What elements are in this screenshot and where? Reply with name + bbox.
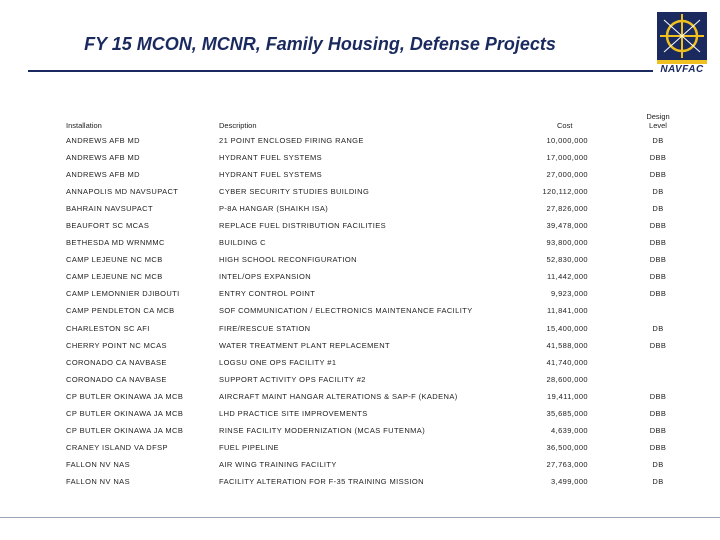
cell-cost: 11,442,000 (547, 272, 588, 282)
cell-description: RINSE FACILITY MODERNIZATION (MCAS FUTENMA) (219, 425, 426, 435)
cell-cost: 120,112,000 (542, 187, 588, 197)
cell-installation: BAHRAIN NAVSUPACT (66, 204, 153, 214)
cell-installation: CAMP LEJEUNE NC MCB (66, 272, 163, 282)
cell-installation: CAMP LEMONNIER DJIBOUTI (66, 289, 180, 299)
cell-installation: CRANEY ISLAND VA DFSP (66, 442, 168, 452)
cell-description: SUPPORT ACTIVITY OPS FACILITY #2 (219, 374, 366, 384)
cell-description: HYDRANT FUEL SYSTEMS (219, 170, 323, 180)
table-row (0, 320, 720, 337)
cell-installation: CP BUTLER OKINAWA JA MCB (66, 391, 184, 401)
cell-design-level: DBB (649, 391, 667, 401)
cell-installation: CP BUTLER OKINAWA JA MCB (66, 408, 184, 418)
cell-description: LOGSU ONE OPS FACILITY #1 (219, 357, 337, 367)
cell-description: FIRE/RESCUE STATION (219, 323, 311, 333)
projects-table (0, 132, 720, 490)
table-row (0, 388, 720, 405)
table-row (0, 439, 720, 456)
table-row (0, 200, 720, 217)
cell-cost: 28,600,000 (546, 374, 588, 384)
table-row (0, 422, 720, 439)
page-title: FY 15 MCON, MCNR, Family Housing, Defense Projects (84, 34, 556, 54)
cell-installation: CHARLESTON SC AFI (66, 323, 150, 333)
table-row (0, 132, 720, 149)
cell-installation: CORONADO CA NAVBASE (66, 357, 167, 367)
cell-description: ENTRY CONTROL POINT (219, 289, 316, 299)
table-row (0, 217, 720, 234)
cell-design-level: DB (652, 323, 664, 333)
cell-cost: 10,000,000 (546, 136, 588, 145)
cell-description: AIRCRAFT MAINT HANGAR ALTERATIONS & SAP-F (KADENA) (219, 391, 458, 401)
cell-description: SOF COMMUNICATION / ELECTRONICS MAINTENANCE FACILITY (219, 306, 473, 316)
cell-description: INTEL/OPS EXPANSION (219, 272, 312, 282)
cell-design-level: DBB (649, 408, 667, 418)
cell-description: HIGH SCHOOL RECONFIGURATION (219, 255, 357, 265)
cell-installation: FALLON NV NAS (66, 459, 130, 469)
table-row (0, 354, 720, 371)
cell-description: WATER TREATMENT PLANT REPLACEMENT (219, 340, 391, 350)
col-header-design-label: Design (646, 112, 670, 121)
title-rule (28, 70, 653, 72)
table-row (0, 371, 720, 388)
cell-cost: 41,588,000 (546, 340, 588, 350)
cell-design-level: DB (652, 459, 664, 469)
cell-cost: 41,740,000 (546, 357, 588, 367)
table-row (0, 268, 720, 285)
col-header-description: Description (219, 121, 257, 130)
cell-installation: ANDREWS AFB MD (66, 170, 140, 180)
cell-design-level: DB (652, 476, 664, 486)
cell-installation: ANDREWS AFB MD (66, 153, 140, 163)
table-row (0, 149, 720, 166)
footer-rule (0, 517, 720, 518)
cell-design-level: DB (652, 187, 664, 197)
table-row (0, 473, 720, 490)
cell-installation: ANNAPOLIS MD NAVSUPACT (66, 187, 179, 197)
table-row (0, 183, 720, 200)
cell-design-level: DBB (649, 425, 667, 435)
cell-cost: 11,841,000 (547, 306, 588, 316)
cell-cost: 39,478,000 (546, 221, 588, 231)
cell-design-level: DBB (649, 442, 667, 452)
cell-cost: 15,400,000 (546, 323, 588, 333)
table-row (0, 456, 720, 473)
cell-description: REPLACE FUEL DISTRIBUTION FACILITIES (219, 221, 387, 231)
cell-description: BUILDING C (219, 238, 266, 248)
cell-design-level: DBB (649, 289, 667, 299)
table-row (0, 285, 720, 302)
cell-installation: CORONADO CA NAVBASE (66, 374, 167, 384)
cell-design-level: DBB (649, 272, 667, 282)
table-row (0, 251, 720, 268)
cell-installation: BETHESDA MD WRNMMC (66, 238, 165, 248)
cell-cost: 35,685,000 (546, 408, 588, 418)
cell-description: HYDRANT FUEL SYSTEMS (219, 153, 323, 163)
table-row (0, 337, 720, 354)
cell-design-level: DBB (649, 255, 667, 265)
table-row (0, 234, 720, 251)
cell-description: 21 POINT ENCLOSED FIRING RANGE (219, 136, 364, 145)
table-row (0, 166, 720, 183)
table-row (0, 302, 720, 319)
cell-description: FUEL PIPELINE (219, 442, 279, 452)
cell-cost: 27,826,000 (546, 204, 588, 214)
col-header-cost: Cost (557, 121, 573, 130)
cell-design-level: DBB (649, 221, 667, 231)
col-header-installation: Installation (66, 121, 102, 130)
cell-description: LHD PRACTICE SITE IMPROVEMENTS (219, 408, 368, 418)
cell-description: CYBER SECURITY STUDIES BUILDING (219, 187, 370, 197)
cell-cost: 27,763,000 (546, 459, 588, 469)
cell-cost: 93,800,000 (546, 238, 588, 248)
col-header-level-label: Level (649, 121, 667, 130)
cell-description: AIR WING TRAINING FACILITY (219, 459, 337, 469)
cell-description: P-8A HANGAR (SHAIKH ISA) (219, 204, 329, 214)
cell-design-level: DBB (649, 170, 667, 180)
cell-installation: CP BUTLER OKINAWA JA MCB (66, 425, 184, 435)
cell-design-level: DBB (649, 238, 667, 248)
cell-installation: FALLON NV NAS (66, 476, 130, 486)
cell-cost: 27,000,000 (546, 170, 588, 180)
cell-installation: CAMP PENDLETON CA MCB (66, 306, 175, 316)
cell-cost: 36,500,000 (546, 442, 588, 452)
cell-cost: 3,499,000 (551, 476, 588, 486)
cell-description: FACILITY ALTERATION FOR F-35 TRAINING MISSION (219, 476, 424, 486)
navfac-logo-text: NAVFAC (660, 64, 704, 75)
cell-installation: ANDREWS AFB MD (66, 136, 140, 145)
cell-cost: 4,639,000 (551, 425, 588, 435)
col-header-design-level (636, 112, 680, 130)
cell-installation: CAMP LEJEUNE NC MCB (66, 255, 163, 265)
cell-design-level: DBB (649, 340, 667, 350)
cell-design-level: DB (652, 204, 664, 214)
cell-installation: CHERRY POINT NC MCAS (66, 340, 167, 350)
cell-cost: 19,411,000 (547, 391, 588, 401)
cell-design-level: DBB (649, 153, 667, 163)
cell-installation: BEAUFORT SC MCAS (66, 221, 150, 231)
cell-cost: 17,000,000 (546, 153, 588, 163)
cell-cost: 52,830,000 (546, 255, 588, 265)
table-row (0, 405, 720, 422)
cell-cost: 9,923,000 (551, 289, 588, 299)
cell-design-level: DB (652, 136, 664, 145)
